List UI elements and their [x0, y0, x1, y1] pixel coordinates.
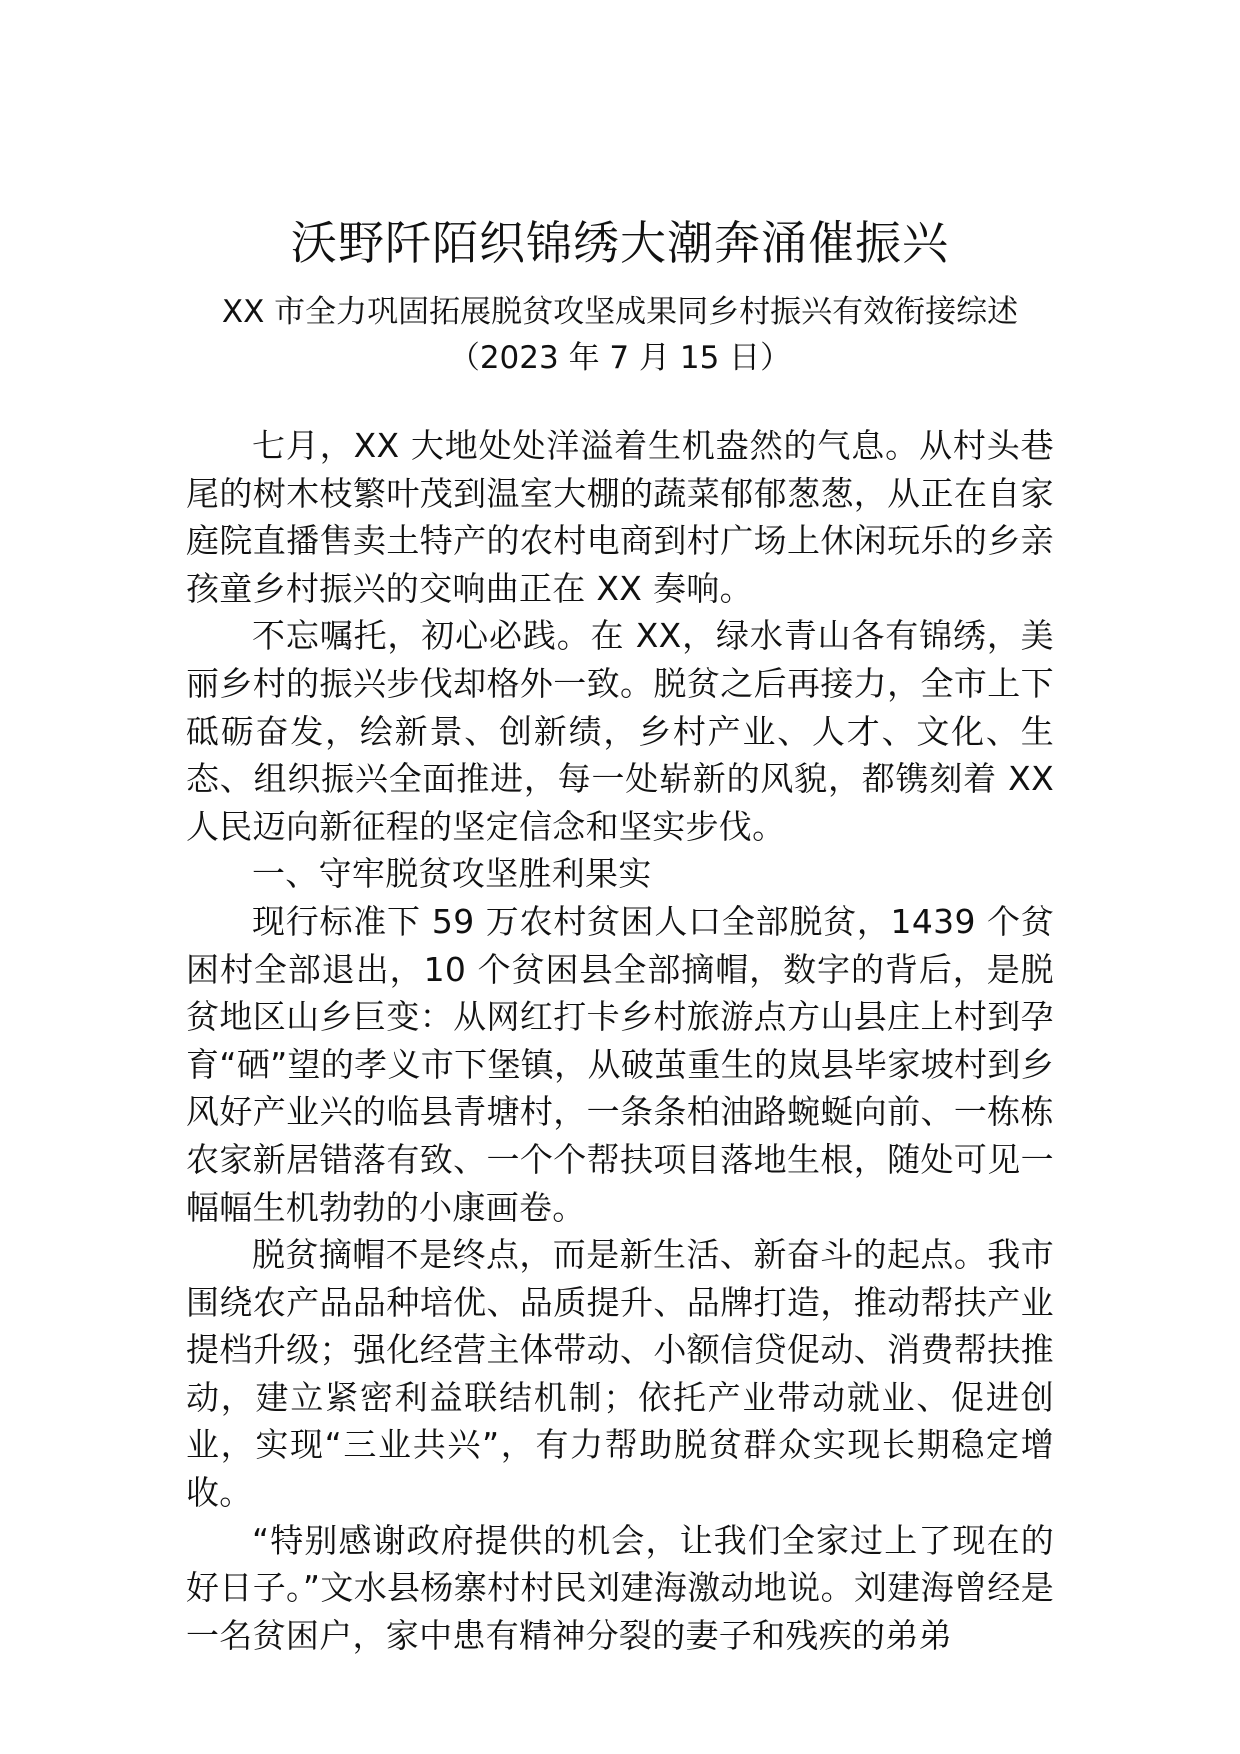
document-title: 沃野阡陌织锦绣大潮奔涌催振兴 — [291, 216, 949, 270]
paragraph-5: “特别感谢政府提供的机会，让我们全家过上了现在的好日子。”文水县杨寨村村民刘建海激动地说。刘建海曾经是一名贫困户，家中患有精神分裂的妻子和残疾的弟弟 — [186, 1520, 1054, 1655]
document-subtitle: XX 市全力巩固拓展脱贫攻坚成果同乡村振兴有效衔接综述 — [221, 294, 1019, 330]
document-body — [186, 422, 1054, 1659]
paragraph-3: 现行标准下 59 万农村贫困人口全部脱贫，1439 个贫困村全部退出，10 个贫困县全部摘帽，数字的背后，是脱贫地区山乡巨变：从网红打卡乡村旅游点方山县庄上村到孕育“硒”望的孝义市下堡镇，从破茧重生的岚县毕家坡村到乡风好产业兴的临县青塘村，一条条柏油路蜿蜒向前、一栋栋农家新居错落有致、一个个帮扶项目落地生根，随处可见一幅幅生机勃勃的小康画卷。 — [186, 901, 1054, 1227]
paragraph-1: 七月，XX 大地处处洋溢着生机盎然的气息。从村头巷尾的树木枝繁叶茂到温室大棚的蔬菜郁郁葱葱，从正在自家庭院直播售卖土特产的农村电商到村广场上休闲玩乐的乡亲孩童乡村振兴的交响曲正在 XX 奏响。 — [186, 426, 1054, 608]
paragraph-4: 脱贫摘帽不是终点，而是新生活、新奋斗的起点。我市围绕农产品品种培优、品质提升、品牌打造，推动帮扶产业提档升级；强化经营主体带动、小额信贷促动、消费帮扶推动，建立紧密利益联结机制；依托产业带动就业、促进创业，实现“三业共兴”，有力帮助脱贫群众实现长期稳定增收。 — [186, 1235, 1054, 1513]
paragraph-2: 不忘嘱托，初心必践。在 XX，绿水青山各有锦绣，美丽乡村的振兴步伐却格外一致。脱贫之后再接力，全市上下砥砺奋发，绘新景、创新绩，乡村产业、人才、文化、生态、组织振兴全面推进，每一处崭新的风貌，都镌刻着 XX 人民迈向新征程的坚定信念和坚实步伐。 — [186, 616, 1054, 846]
section-heading-1: 一、守牢脱贫攻坚胜利果实 — [252, 854, 652, 894]
document-date: （2023 年 7 月 15 日） — [448, 340, 792, 376]
